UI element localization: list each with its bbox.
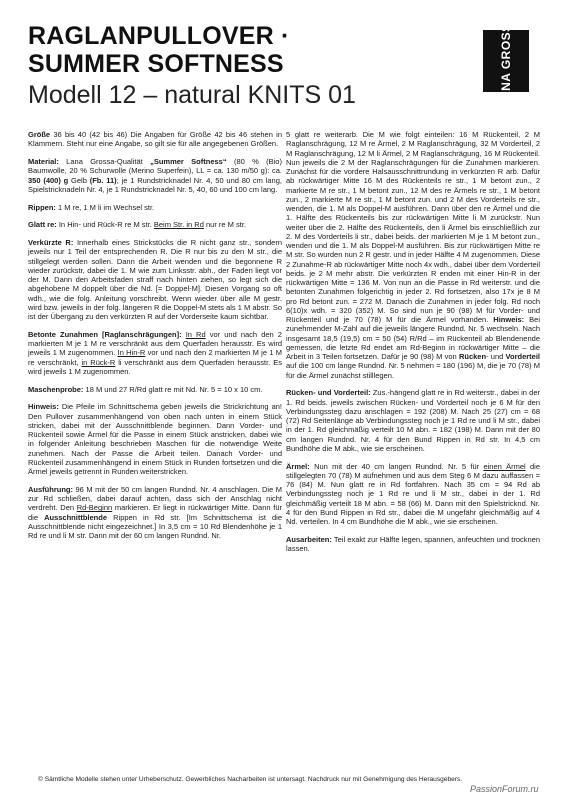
bz-text-d: li verschränkt aus dem Querfaden herausstr. Es wird jeweils 1 M zugenommen.	[28, 357, 282, 376]
section-passe	[286, 130, 540, 380]
material-amount: 350 (400) g	[28, 175, 69, 185]
groesse-text: 36 bis 40 (42 bis 46) Die Angaben für Größe 42 bis 46 stehen in Klammern. Steht nur eine Angabe, so gilt sie für alle angegebenen Größen.	[28, 130, 282, 149]
bz-underline-a: In Rd	[185, 329, 206, 339]
ausfuehrung-underline: Rd-Beginn	[76, 503, 113, 513]
rippen-text: 1 M re, 1 M li im Wechsel str.	[55, 202, 155, 212]
ausfuehrung-text-c: Rippen in Rd str. [Im Schnittschema ist die Ausschnittblende nicht eingezeichnet.] In 3,5 cm = 10 Rd Blendenhöhe je 1 Rd re und li M str. Dann mit der 60 cm langen Rundnd. Nr.	[28, 512, 282, 540]
ausfuehrung-bold: Ausschnittblende	[44, 512, 108, 522]
ausarbeiten-label: Ausarbeiten:	[286, 534, 332, 544]
glatt-re-text-a: In Hin- und Rück-R re M str.	[56, 220, 154, 230]
section-verkuerzte-r	[28, 238, 282, 321]
passe-text-b: Bei zunehmender M-Zahl auf die jeweils längere Rundnd. Nr. 5 wechseln. Nach insgesamt 18,5 (19,5) cm = 50 (54) R/Rd – im Rückenteil ab Blendenende gemessen, die letzte Rd endet am Rd-Beginn in rückwärtiger Mitte – die Arbeit in 3 Teilen fortsetzen. Dafür je 90 (98) M von	[286, 315, 540, 361]
bz-underline-b: In Hin-R	[117, 348, 146, 358]
section-ausfuehrung	[28, 485, 282, 541]
section-aermel	[286, 462, 540, 527]
rippen-label: Rippen:	[28, 202, 56, 212]
page-title-line-2: SUMMER SOFTNESS	[28, 50, 284, 78]
ruecken-vorderteil-label: Rücken- und Vorderteil:	[286, 388, 371, 398]
maschenprobe-text: 18 M und 27 R/Rd glatt re mit Nd. Nr. 5 = 10 x 10 cm.	[83, 384, 263, 394]
glatt-re-underline: Beim Str. in Rd	[153, 220, 204, 230]
section-ausarbeiten	[286, 535, 540, 554]
passe-hinweis-label: Hinweis:	[493, 315, 525, 324]
betonte-zunahmen-label: Betonte Zunahmen [Raglanschrägungen]:	[28, 329, 182, 339]
section-material	[28, 157, 282, 194]
section-ruecken-vorderteil	[286, 388, 540, 453]
ausarbeiten-text: Teil exakt zur Hälfte legen, spannen, anfeuchten und trocknen lassen.	[286, 534, 540, 553]
title-block	[28, 22, 468, 110]
material-text-d: ; je 1 Rundstricknadel Nr. 4, 50 und 80 cm lang, Spielstricknadeln Nr. 4, je 1 Rundstricknadel Nr. 5, 40, 60 und 100 cm lang.	[28, 175, 282, 194]
glatt-re-text-b: nur re M str.	[203, 220, 246, 230]
ruecken-vorderteil-text: Zus.-hängend glatt re in Rd weiterstr., dabei in der 1. Rd beids. jeweils zwischen Rücken- und Vorderteil noch je 6 M für den Verbindungssteg dazu anschlagen = 192 (208) M. Nach 25 (27) cm = 68 (72) Rd Seitenlänge ab Verbindungssteg noch je 1 Rd re und li M str., dabei in der 1. Rd gleichmäßig verteilt 10 M abn. = 182 (198) M. Dann mit der 80 cm langen Rundnd. Nr. 4 für den Bund Rippen in Rd str. In 4,5 cm Bundhöhe die M abk., wie sie erscheinen.	[286, 388, 540, 453]
ausfuehrung-label: Ausführung:	[28, 484, 73, 494]
page-title-line-1: RAGLANPULLOVER ·	[28, 22, 290, 50]
section-groesse	[28, 130, 282, 149]
bz-underline-c: in Rück-R	[81, 357, 116, 367]
section-maschenprobe	[28, 385, 282, 394]
hinweis-label: Hinweis:	[28, 402, 59, 412]
right-column	[286, 130, 540, 562]
verkuerzte-r-label: Verkürzte R:	[28, 238, 74, 247]
section-glatt-re	[28, 220, 282, 229]
maschenprobe-label: Maschenprobe:	[28, 384, 84, 394]
watermark: PassionForum.ru	[470, 784, 539, 794]
material-text-b: (80 % (Bio) Baumwolle, 20 % Schurwolle (Merino Superfein), LL = ca. 130 m/50 g): ca.	[28, 157, 282, 176]
copyright-footer: © Sämtliche Modelle stehen unter Urheberschutz. Gewerbliches Nacharbeiten ist untersagt. Nachdruck nur mit Genehmigung des Herausgebers.	[38, 776, 463, 783]
aermel-text-a: Nun mit der 40 cm langen Rundnd. Nr. 5 für	[309, 461, 484, 471]
material-color-code: (Fb. 11)	[89, 175, 117, 185]
aermel-label: Ärmel:	[286, 461, 310, 471]
page-subtitle: Modell 12 – natural KNITS 01	[28, 81, 356, 109]
lana-grossa-logo	[483, 14, 529, 108]
passe-text-c: - und	[486, 352, 506, 361]
material-text-c: Gelb	[68, 175, 90, 185]
groesse-label: Größe	[28, 130, 51, 139]
bz-text-b: vor und nach den 2 markierten M je 1 M re verschränkt aus dem Querfaden herausstr. Es wird jeweils 1 M zugenommen.	[28, 329, 282, 358]
verkuerzte-r-text: Innerhalb eines Strickstücks die R nicht ganz str., sondern jeweils nur 1 Teil der entsprechenden R. Die R nur bis zu den M str., die stillgelegt werden sollen. Dann die Arbeit wenden und die begonnene R wieder zurückstr, dabei die 1. M wie zum Linksstr. abh., der Faden liegt vor der M. Dann den Arbeitsfaden straff nach hinten ziehen, so legt sich die abgehobene M doppelt über die Nd. [= Doppel-M]. Diesen Vorgang so oft wdh., wie die folg. Anleitung vorschreibt. Wenn wieder über alle M gestr. wird bzw. jeweils in der folg. längeren R die Doppel-M stets als 1 M abstr. So ist der Übergang zu den verkürzten R auf der Vorderseite kaum sichtbar.	[28, 238, 282, 321]
ausfuehrung-text-a: 96 M mit der 50 cm langen Rundnd. Nr. 4 anschlagen. Die M zur Rd schließen, dabei darauf achten, dass sich der Anschlag nicht verdreht. Den	[28, 484, 282, 513]
passe-vorderteil: Vorderteil	[505, 352, 540, 361]
ausfuehrung-text-b: markieren. Er liegt in rückwärtiger Mitte. Dann für die	[28, 503, 282, 522]
passe-text-a: 5 glatt re weiterarb. Die M wie folgt einteilen: 16 M Rückenteil, 2 M Raglanschrägung, 12 M re Ärmel, 2 M Raglanschrägung, 32 M Vorderteil, 2 M Raglanschrägung, 12 M li Ärmel, 2 M Raglanschrägung, 16 M Rückenteil. Nun jeweils die 2 M der Raglanschrägungen für die Zunahmen markieren. Zunächst für die vordere Halsausschnittrundung in verkürzten R arb. Dafür ab rückwärtiger Mitte 16 M des Rückenteils re str., 1 M betont zun., 2 markierte M re str., 1 M betont zun., 12 M des re Ärmels re str., 1 M betont zun., 2 markierte M re str., 1 M betont zun. und 2 M des Vorderteils re str., wenden, die 1. M als Doppel-M ausführen. Dann über den re Ärmel und die 1. Hälfte des Rückenteils bis zur rückwärtigen Mitte li M zurückstr. Nun weiter über die 2. Hälfte des Rückenteils, den li Ärmel bis einschließlich zur 2. M des Vorderteils li str., dabei beids. der markierten M je 1 M betont zun., wenden und die 1. M als Doppel-M ausführen. Bis zur rückwärtigen Mitte re M str. So wurden nun 2 R gestr. und in jeder Hälfte 4 M zugenommen. Diese 2 Zunahme-R ab rückwärtiger Mitte noch 4x wdh., dabei über dem Vorderteil beids. je 2 M mehr abstr. Die verkürzten R enden mit einer Hin-R in der rückwärtigen Mitte = 136 M. Von nun an die Passe in Rd weiterstr. und die betonten Zunahmen folgerichtig in jeder 2. Rd fortsetzen, also 17x je 8 M pro Rd betont zun. = 272 M. Danach die Zunahmen in jeder folg. Rd noch 6(10)x wdh. = 320 (352) M. So sind nun je 90 (98) M für Vorder- und Rückenteil und je 70 (78) M für die Ärmel vorhanden.	[286, 130, 540, 324]
material-text-a: Lana Grossa-Qualität	[58, 157, 151, 166]
material-label: Material:	[28, 157, 59, 166]
material-yarn-name: „Summer Softness“	[150, 157, 227, 166]
passe-text-d: auf die 100 cm lange Rundnd. Nr. 5 nehmen = 180 (196) M, die je 70 (78) M für die Ärmel zunächst stilllegen.	[286, 361, 540, 380]
logo-text: LANA GROSSA	[499, 14, 514, 108]
section-rippen	[28, 203, 282, 212]
section-hinweis	[28, 402, 282, 476]
bz-text-c: vor und nach den 2 markierten M je 1 M re verschränkt,	[28, 348, 282, 367]
left-column	[28, 130, 282, 549]
aermel-underline: einen Ärmel	[483, 461, 526, 471]
section-betonte-zunahmen	[28, 330, 282, 376]
aermel-text-b: die stillgelegten 70 (78) M aufnehmen und aus dem Steg 6 M dazu auffassen = 76 (84) M. Nun glatt re in Rd fortfahren. Nach 35 cm = 94 Rd ab Verbindungssteg noch je 1 Rd re und li M str., dabei in der 1. Rd gleichmäßig verteilt 18 M abn. = 58 (66) M. Dann mit den Spielstricknd. Nr. 4 für den Bund Rippen in Rd str., dabei die M ungefähr gleichmäßig auf 4 Nd. verteilen. In 4 cm Bundhöhe die M abk., wie sie erscheinen.	[286, 461, 540, 526]
glatt-re-label: Glatt re:	[28, 220, 57, 230]
hinweis-text: Die Pfeile im Schnittschema geben jeweils die Strickrichtung an! Den Pullover zusammenhängend von oben nach unten in einem Stück stricken, dabei mit der Ausschnittblende beginnen. Dann Vorder- und Rückenteil sowie Ärmel für die Passe in einem Stück anstricken, dabei wie in folgender Anleitung beschrieben Maschen für die notwendige Weite zunehmen. Nach der Passe die Arbeit teilen. Danach Vorder- und Rückenteil zusammenhängend in einem Stück in Runden fortsetzen und die Ärmel jeweils getrennt in Runden weiterstricken.	[28, 402, 282, 476]
passe-ruecken: Rücken	[458, 352, 487, 361]
